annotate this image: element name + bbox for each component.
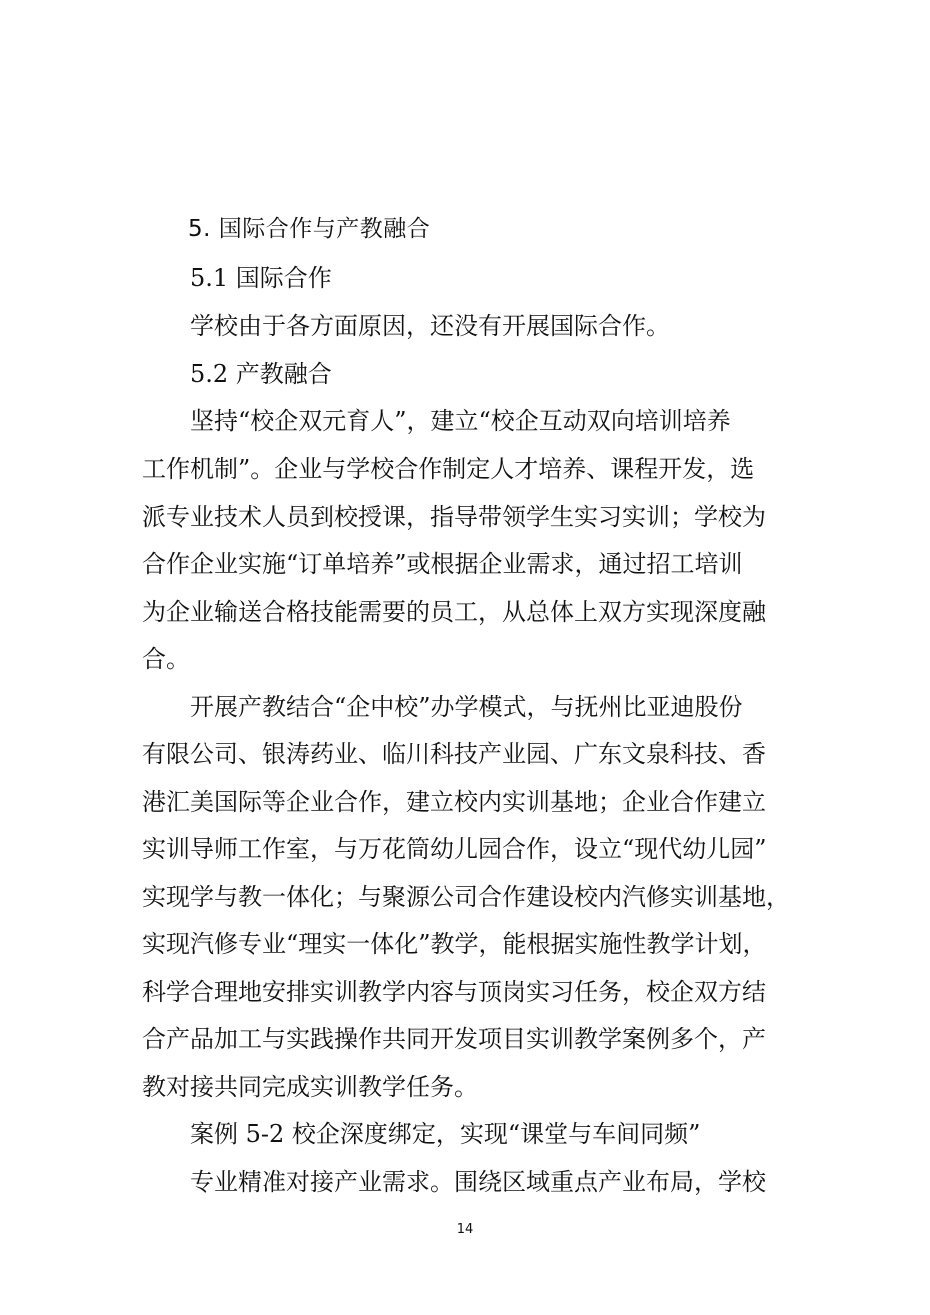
paragraph-line: 科学合理地安排实训教学内容与顶岗实习任务，校企双方结 — [142, 978, 766, 1006]
page-number: 14 — [456, 1222, 474, 1237]
case-title-5-2: 案例 5-2 校企深度绑定，实现“课堂与车间同频” — [190, 1120, 701, 1148]
paragraph-line: 实现学与教一体化；与聚源公司合作建设校内汽修实训基地， — [142, 883, 790, 911]
paragraph-line: 实训导师工作室，与万花筒幼儿园合作，设立“现代幼儿园” — [142, 835, 767, 863]
paragraph-line: 教对接共同完成实训教学任务。 — [142, 1073, 478, 1101]
paragraph-line: 开展产教结合“企中校”办学模式，与抚州比亚迪股份 — [190, 693, 743, 721]
paragraph-line: 为企业输送合格技能需要的员工，从总体上双方实现深度融 — [142, 598, 766, 626]
paragraph-line: 工作机制”。企业与学校合作制定人才培养、课程开发，选 — [142, 455, 755, 483]
paragraph-line: 港汇美国际等企业合作，建立校内实训基地；企业合作建立 — [142, 788, 766, 816]
paragraph-line: 有限公司、银涛药业、临川科技产业园、广东文泉科技、香 — [142, 740, 766, 768]
paragraph-line: 实现汽修专业“理实一体化”教学，能根据实施性教学计划， — [142, 930, 767, 958]
paragraph-line: 坚持“校企双元育人”，建立“校企互动双向培训培养 — [190, 407, 731, 435]
paragraph-line: 学校由于各方面原因，还没有开展国际合作。 — [190, 312, 670, 340]
chapter-heading: 5. 国际合作与产教融合 — [188, 216, 431, 242]
paragraph-line: 专业精准对接产业需求。围绕区域重点产业布局，学校 — [190, 1168, 766, 1196]
paragraph-line: 合。 — [142, 645, 190, 673]
paragraph-line: 合产品加工与实践操作共同开发项目实训教学案例多个，产 — [142, 1025, 766, 1053]
section-title-5-1: 5.1 国际合作 — [190, 264, 332, 292]
section-title-5-2: 5.2 产教融合 — [190, 360, 332, 388]
paragraph-line: 合作企业实施“订单培养”或根据企业需求，通过招工培训 — [142, 550, 743, 578]
paragraph-line: 派专业技术人员到校授课，指导带领学生实习实训；学校为 — [142, 503, 766, 531]
